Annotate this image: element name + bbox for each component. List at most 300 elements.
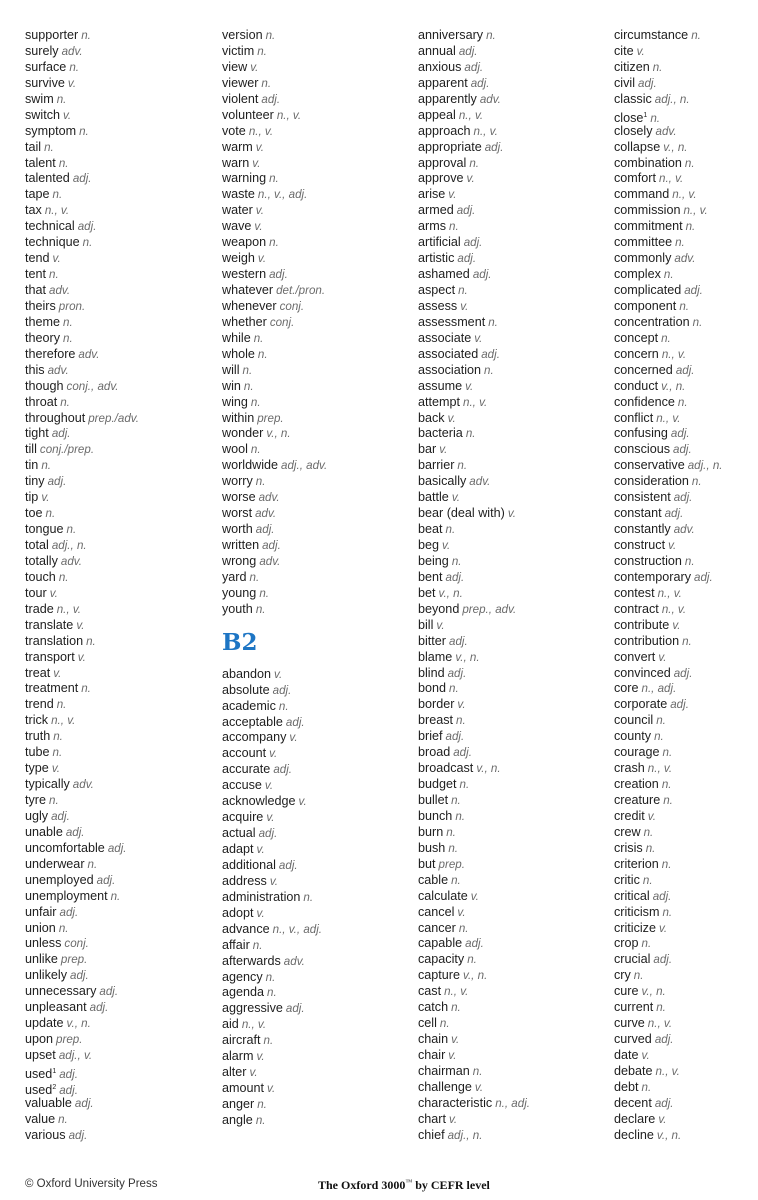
- word-entry: [614, 490, 758, 506]
- headword-text: till: [25, 442, 37, 457]
- headword-text: appropriate: [418, 139, 482, 154]
- headword: [25, 124, 76, 138]
- headword-text: ugly: [25, 808, 49, 823]
- headword: [25, 809, 48, 823]
- headword-text: classic: [614, 91, 652, 106]
- headword: [418, 586, 436, 600]
- headword: [614, 570, 691, 584]
- headword-text: trade: [25, 601, 54, 616]
- part-of-speech: v.: [457, 698, 466, 712]
- headword-text: supporter: [25, 28, 79, 42]
- word-entry: [25, 331, 215, 347]
- headword: [222, 76, 258, 90]
- word-column-3: [418, 28, 608, 1144]
- part-of-speech: adj.: [445, 570, 465, 584]
- part-of-speech: n.: [110, 889, 121, 903]
- word-entry: [418, 283, 608, 299]
- headword-text: tend: [25, 251, 50, 266]
- headword-text: surely: [25, 43, 59, 58]
- headword-text: contest: [614, 585, 655, 600]
- headword: [222, 363, 240, 377]
- headword: [614, 713, 653, 727]
- headword-text: young: [222, 585, 257, 600]
- headword: [614, 857, 659, 871]
- headword-text: uncomfortable: [25, 840, 105, 855]
- headword-text: catch: [418, 1000, 449, 1015]
- headword-text: broad: [418, 745, 451, 760]
- headword: [418, 219, 446, 233]
- part-of-speech: v.: [641, 1049, 650, 1062]
- headword-text: warn: [222, 155, 250, 170]
- part-of-speech: adj.: [59, 905, 79, 919]
- part-of-speech: n., v.: [661, 347, 687, 361]
- headword-text: wing: [222, 394, 248, 409]
- headword-text: alter: [222, 1065, 247, 1080]
- part-of-speech: v.: [49, 586, 58, 600]
- headword-text: weapon: [222, 235, 267, 250]
- headword-text: creature: [614, 793, 661, 807]
- word-entry: [25, 1128, 215, 1144]
- headword: [418, 681, 446, 695]
- part-of-speech: n.: [263, 1034, 274, 1048]
- part-of-speech: n.: [257, 347, 268, 361]
- headword: [614, 936, 639, 950]
- headword-text: chain: [418, 1032, 449, 1047]
- word-entry: [222, 586, 412, 602]
- headword-text: therefore: [25, 346, 76, 361]
- headword-text: whether: [222, 314, 267, 329]
- part-of-speech: adv.: [469, 475, 491, 489]
- headword: [418, 267, 470, 281]
- word-entry: [418, 28, 608, 44]
- word-entry: [25, 28, 215, 44]
- part-of-speech: prep./adv.: [88, 411, 139, 425]
- headword-text: concerned: [614, 362, 673, 377]
- headword: [614, 650, 655, 664]
- part-of-speech: n.: [457, 459, 468, 473]
- word-entry: [25, 602, 215, 618]
- headword-text: crisis: [614, 840, 643, 855]
- word-entry: [418, 681, 608, 697]
- part-of-speech: n.: [459, 778, 470, 792]
- headword: [222, 746, 266, 760]
- word-entry: [25, 395, 215, 411]
- headword: [418, 618, 433, 632]
- headword: [222, 1001, 283, 1015]
- word-entry: [418, 124, 608, 140]
- word-entry: [25, 411, 215, 427]
- headword: [614, 1016, 645, 1030]
- headword-text: wave: [222, 219, 252, 234]
- part-of-speech: v.: [257, 252, 267, 266]
- word-column-2: [222, 28, 412, 1129]
- headword: [222, 283, 273, 297]
- word-entry: [418, 841, 608, 857]
- headword-text: acquire: [222, 810, 264, 825]
- headword: [418, 522, 443, 536]
- headword-text: view: [222, 59, 248, 74]
- word-entry: [222, 985, 412, 1001]
- headword: [222, 251, 255, 265]
- headword: [418, 442, 436, 456]
- headword: [222, 810, 263, 824]
- word-entry: [222, 1081, 412, 1097]
- word-entry: [418, 490, 608, 506]
- headword: [25, 1112, 55, 1126]
- headword: [25, 586, 47, 600]
- headword-text: bush: [418, 840, 446, 855]
- word-entry: [614, 92, 758, 108]
- headword: [222, 1065, 247, 1079]
- part-of-speech: v.: [256, 906, 265, 920]
- part-of-speech: adj., n.: [447, 1128, 483, 1142]
- headword: [418, 235, 461, 249]
- word-entry: [222, 730, 412, 746]
- headword: [418, 554, 449, 568]
- part-of-speech: v.: [451, 491, 460, 505]
- part-of-speech: adj.: [89, 1001, 109, 1015]
- headword: [25, 681, 78, 695]
- headword-text: tiny: [25, 474, 45, 489]
- headword: [614, 634, 679, 648]
- part-of-speech: conj., adv.: [66, 379, 119, 393]
- word-entry: [418, 1016, 608, 1032]
- word-entry: [222, 411, 412, 427]
- part-of-speech: adj., n.: [687, 459, 723, 473]
- word-entry: [418, 825, 608, 841]
- headword: [25, 108, 60, 122]
- word-entry: [222, 522, 412, 538]
- headword: [614, 379, 658, 393]
- part-of-speech: n., v.: [656, 411, 681, 425]
- word-entry: [222, 667, 412, 683]
- headword-text: warning: [222, 171, 267, 186]
- part-of-speech: n.: [458, 284, 468, 297]
- part-of-speech: n.: [458, 921, 469, 935]
- word-entry: [614, 857, 758, 873]
- word-entry: [222, 458, 412, 474]
- part-of-speech: n.: [467, 953, 477, 967]
- word-entry: [222, 124, 412, 140]
- headword: [418, 777, 457, 791]
- word-entry: [418, 506, 608, 522]
- part-of-speech: adj.: [653, 953, 673, 967]
- headword: [418, 60, 461, 74]
- headword-text: accurate: [222, 762, 271, 777]
- word-entry: [25, 187, 215, 203]
- headword: [222, 219, 251, 233]
- part-of-speech: n., v.: [44, 204, 70, 218]
- headword: [614, 841, 643, 855]
- part-of-speech: n.: [439, 1017, 450, 1031]
- headword-text: water: [222, 203, 253, 218]
- headword-text: technical: [25, 219, 75, 234]
- word-entry: [25, 442, 215, 458]
- headword: [614, 1080, 639, 1094]
- headword: [222, 458, 278, 472]
- part-of-speech: adv.: [673, 523, 695, 537]
- word-entry: [418, 1048, 608, 1064]
- part-of-speech: n.: [49, 268, 59, 282]
- part-of-speech: n.: [484, 363, 494, 377]
- headword-text: construct: [614, 538, 666, 552]
- headword-text: union: [25, 920, 56, 935]
- word-entry: [418, 921, 608, 937]
- part-of-speech: v.: [658, 1112, 667, 1126]
- part-of-speech: v.: [252, 156, 261, 170]
- headword: [222, 538, 259, 552]
- headword: [25, 984, 96, 998]
- word-entry: [418, 156, 608, 172]
- headword: [418, 156, 466, 170]
- part-of-speech: n., v.: [683, 204, 708, 218]
- headword: [25, 219, 75, 233]
- part-of-speech: v.: [53, 666, 62, 680]
- headword-text: construction: [614, 553, 682, 568]
- headword-text: wool: [222, 442, 248, 457]
- headword-text: underwear: [25, 856, 85, 871]
- headword: [614, 681, 639, 695]
- word-entry: [25, 1080, 215, 1096]
- part-of-speech: n., v.: [56, 602, 81, 616]
- word-entry: [418, 395, 608, 411]
- headword: [614, 411, 653, 425]
- headword: [418, 187, 445, 201]
- headword: [25, 235, 80, 249]
- word-entry: [418, 984, 608, 1000]
- headword-text: tight: [25, 426, 49, 441]
- word-entry: [418, 187, 608, 203]
- word-entry: [614, 952, 758, 968]
- word-entry: [418, 1064, 608, 1080]
- headword-text: artificial: [418, 235, 461, 250]
- headword-text: date: [614, 1048, 639, 1062]
- headword: [614, 666, 671, 680]
- part-of-speech: adj.: [654, 1033, 674, 1047]
- part-of-speech: adj.: [107, 841, 127, 855]
- headword: [418, 347, 478, 361]
- part-of-speech: n.: [41, 459, 51, 473]
- headword-text: unless: [25, 936, 62, 951]
- headword-text: bond: [418, 681, 447, 696]
- part-of-speech: conj.: [279, 299, 305, 313]
- part-of-speech: n.: [691, 475, 702, 489]
- headword-text: convert: [614, 649, 656, 664]
- headword: [614, 76, 635, 90]
- part-of-speech: prep.: [56, 1033, 83, 1047]
- headword: [25, 76, 65, 90]
- word-entry: [418, 1128, 608, 1144]
- headword-text: total: [25, 538, 49, 552]
- headword-text: crop: [614, 936, 639, 951]
- word-entry: [614, 1112, 758, 1128]
- word-entry: [222, 267, 412, 283]
- word-entry: [418, 1000, 608, 1016]
- headword-text: approval: [418, 155, 467, 170]
- headword: [418, 171, 464, 185]
- headword-text: arms: [418, 219, 446, 234]
- headword: [25, 60, 66, 74]
- headword: [614, 522, 671, 536]
- part-of-speech: v.: [636, 44, 645, 58]
- headword-text: actual: [222, 826, 256, 841]
- part-of-speech: n.: [446, 825, 456, 839]
- part-of-speech: adj.: [278, 858, 298, 872]
- part-of-speech: v., n.: [438, 586, 463, 600]
- headword: [418, 1096, 492, 1110]
- word-entry: [418, 745, 608, 761]
- part-of-speech: v.: [269, 874, 278, 888]
- headword: [222, 347, 255, 361]
- part-of-speech: v.: [507, 507, 516, 521]
- part-of-speech: v.: [442, 539, 451, 552]
- word-entry: [25, 968, 215, 984]
- headword: [25, 171, 70, 185]
- part-of-speech: v.: [449, 1112, 458, 1126]
- part-of-speech: n.: [53, 730, 63, 744]
- part-of-speech: v.: [451, 1033, 460, 1047]
- part-of-speech: n., v.: [463, 395, 488, 409]
- headword: [614, 809, 645, 823]
- headword: [25, 395, 57, 409]
- part-of-speech: adj.: [670, 698, 689, 712]
- part-of-speech: v.: [63, 108, 72, 122]
- word-entry: [418, 809, 608, 825]
- headword: [222, 315, 267, 329]
- headword: [25, 347, 75, 361]
- word-entry: [222, 156, 412, 172]
- headword-text: apparently: [418, 91, 477, 106]
- headword-text: corporate: [614, 697, 668, 712]
- word-entry: [418, 793, 608, 809]
- headword: [25, 283, 46, 297]
- headword-text: worth: [222, 522, 253, 537]
- part-of-speech: n.: [259, 586, 269, 600]
- part-of-speech: n.: [56, 698, 67, 712]
- headword: [614, 793, 660, 807]
- headword: [25, 841, 105, 855]
- word-entry: [222, 762, 412, 778]
- word-entry: [25, 952, 215, 968]
- part-of-speech: conj.: [64, 937, 89, 951]
- headword-text: youth: [222, 601, 253, 616]
- headword: [614, 235, 672, 249]
- headword: [222, 715, 283, 729]
- headword-text: wonder: [222, 426, 264, 441]
- headword-text: appeal: [418, 107, 456, 122]
- part-of-speech: n.: [79, 124, 89, 138]
- word-entry: [25, 666, 215, 682]
- headword-text: convinced: [614, 665, 671, 680]
- part-of-speech: n.: [81, 29, 91, 42]
- headword-text: typically: [25, 777, 70, 792]
- headword-text: tail: [25, 139, 42, 154]
- headword: [614, 1000, 653, 1014]
- headword: [25, 666, 50, 680]
- headword: [222, 985, 264, 999]
- headword-text: swim: [25, 91, 54, 106]
- word-entry: [25, 697, 215, 713]
- part-of-speech: adj.: [673, 491, 693, 505]
- headword: [418, 1112, 446, 1126]
- headword-text: talented: [25, 171, 70, 186]
- headword-text: anxious: [418, 59, 462, 74]
- part-of-speech: n., v., adj.: [272, 922, 323, 936]
- part-of-speech: n., v.: [657, 586, 682, 600]
- headword: [418, 1128, 445, 1142]
- headword: [614, 952, 650, 966]
- part-of-speech: n.: [451, 794, 461, 807]
- part-of-speech: v.: [436, 618, 445, 632]
- word-entry: [25, 522, 215, 538]
- part-of-speech: adj.: [463, 236, 483, 250]
- headword-text: component: [614, 298, 677, 313]
- headword-text: chart: [418, 1111, 446, 1126]
- part-of-speech: n.: [642, 873, 653, 887]
- part-of-speech: n., v.: [248, 124, 274, 138]
- word-entry: [418, 458, 608, 474]
- headword: [614, 905, 659, 919]
- headword-text: debate: [614, 1063, 653, 1078]
- headword-text: unlikely: [25, 968, 67, 983]
- headword-text: brief: [418, 729, 443, 744]
- word-entry: [418, 618, 608, 634]
- part-of-speech: v.: [41, 491, 50, 505]
- headword-text: core: [614, 681, 639, 696]
- headword-text: toe: [25, 506, 43, 521]
- headword: [222, 683, 270, 697]
- headword: [25, 1048, 56, 1062]
- word-entry: [614, 411, 758, 427]
- part-of-speech: v.: [460, 299, 469, 313]
- word-entry: [614, 60, 758, 76]
- part-of-speech: adv.: [61, 44, 83, 58]
- headword: [614, 140, 660, 154]
- word-entry: [25, 203, 215, 219]
- part-of-speech: n.: [449, 220, 459, 234]
- word-entry: [222, 906, 412, 922]
- part-of-speech: n.: [249, 570, 260, 584]
- word-entry: [418, 905, 608, 921]
- word-entry: [25, 108, 215, 124]
- headword-text: constant: [614, 506, 662, 521]
- word-entry: [222, 299, 412, 315]
- headword: [418, 857, 436, 871]
- part-of-speech: n.: [661, 778, 672, 792]
- part-of-speech: adj.: [670, 427, 690, 441]
- part-of-speech: adv.: [479, 92, 501, 106]
- headword-text: within: [222, 410, 255, 425]
- headword: [25, 315, 60, 329]
- part-of-speech: v.: [668, 539, 677, 552]
- word-entry: [222, 108, 412, 124]
- headword-text: vote: [222, 123, 246, 138]
- word-entry: [222, 76, 412, 92]
- headword: [222, 586, 256, 600]
- part-of-speech: v.: [448, 188, 457, 202]
- word-entry: [25, 44, 215, 60]
- word-entry: [25, 1064, 215, 1080]
- headword: [614, 761, 645, 775]
- headword-text: bacteria: [418, 426, 463, 441]
- part-of-speech: adj., n.: [51, 539, 87, 552]
- headword-text: battle: [418, 490, 449, 505]
- headword: [614, 618, 669, 632]
- headword-text: theory: [25, 330, 61, 345]
- headword-text: transport: [25, 649, 75, 664]
- word-entry: [222, 171, 412, 187]
- word-entry: [418, 315, 608, 331]
